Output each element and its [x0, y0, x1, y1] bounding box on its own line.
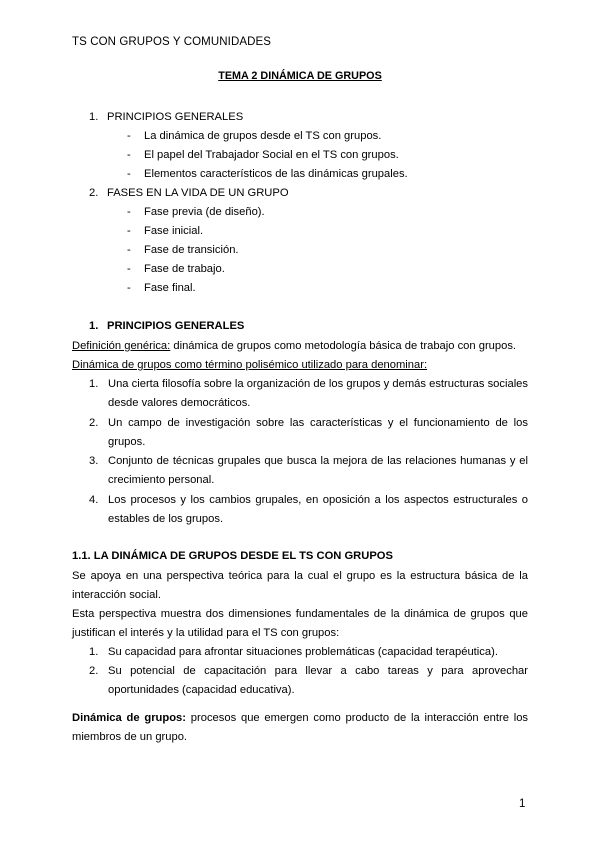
list-number: 2. — [89, 417, 99, 429]
dash-bullet: - — [127, 244, 131, 256]
list-number: 1. — [89, 378, 99, 390]
toc-number: 2. — [89, 187, 99, 199]
toc-subitem: Fase de trabajo. — [144, 263, 225, 275]
page-title: TEMA 2 DINÁMICA DE GRUPOS — [218, 70, 382, 82]
toc-subitem: Fase previa (de diseño). — [144, 206, 265, 218]
dash-bullet: - — [127, 263, 131, 275]
definition-line — [72, 340, 516, 352]
toc-subitem: Fase final. — [144, 282, 196, 294]
list-item: Su capacidad para afrontar situaciones problemáticas (capacidad terapéutica). — [108, 646, 498, 658]
list-item: Su potencial de capacitación para llevar a cabo tareas y para aprovechar oportunidades (capacidad educativa). — [108, 665, 528, 697]
list-number: 1. — [89, 646, 99, 658]
list-item: Los procesos y los cambios grupales, en oposición a los aspectos estructurales o estables de los grupos. — [108, 494, 528, 526]
definition-paragraph — [72, 709, 528, 747]
dash-bullet: - — [127, 130, 131, 142]
list-item: Conjunto de técnicas grupales que busca la mejora de las relaciones humanas y el crecimiento personal. — [108, 455, 528, 487]
dash-bullet: - — [127, 225, 131, 237]
toc-subitem: Fase inicial. — [144, 225, 204, 237]
list-number: 4. — [89, 494, 99, 506]
dash-bullet: - — [127, 206, 131, 218]
list-item: Un campo de investigación sobre las características y el funcionamiento de los grupos. — [108, 417, 528, 449]
toc-item-2: FASES EN LA VIDA DE UN GRUPO — [107, 187, 289, 199]
section-number: 1. — [89, 320, 99, 332]
definition-text: dinámica de grupos como metodología básica de trabajo con grupos. — [170, 340, 517, 352]
toc-item-1: PRINCIPIOS GENERALES — [107, 111, 244, 123]
polysemic-label: Dinámica de grupos como término polisémico utilizado para denominar: — [72, 359, 428, 371]
section-heading: PRINCIPIOS GENERALES — [107, 320, 245, 332]
list-number: 2. — [89, 665, 99, 677]
paragraph: Esta perspectiva muestra dos dimensiones fundamentales de la dinámica de grupos que justifican el interés y la utilidad para el TS con grupos: — [72, 608, 528, 640]
page-header: TS CON GRUPOS Y COMUNIDADES — [72, 36, 272, 48]
definition-body: procesos que emergen como producto de la interacción entre los miembros de un grupo. — [72, 712, 529, 744]
dash-bullet: - — [127, 168, 131, 180]
definition-label: Definición genérica: — [72, 340, 171, 352]
definition-term: Dinámica de grupos: — [72, 712, 187, 724]
toc-subitem: Fase de transición. — [144, 244, 239, 256]
list-number: 3. — [89, 455, 99, 467]
toc-subitem: Elementos característicos de las dinámicas grupales. — [144, 168, 408, 180]
subsection-heading: 1.1. LA DINÁMICA DE GRUPOS DESDE EL TS CON GRUPOS — [72, 550, 393, 562]
toc-subitem: El papel del Trabajador Social en el TS con grupos. — [144, 149, 399, 161]
dash-bullet: - — [127, 282, 131, 294]
dash-bullet: - — [127, 149, 131, 161]
toc-subitem: La dinámica de grupos desde el TS con grupos. — [144, 130, 382, 142]
list-item: Una cierta filosofía sobre la organización de los grupos y demás estructuras sociales desde valores democráticos. — [108, 378, 528, 410]
page-number: 1 — [519, 798, 526, 810]
toc-number: 1. — [89, 111, 99, 123]
paragraph: Se apoya en una perspectiva teórica para la cual el grupo es la estructura básica de la interacción social. — [72, 570, 528, 602]
